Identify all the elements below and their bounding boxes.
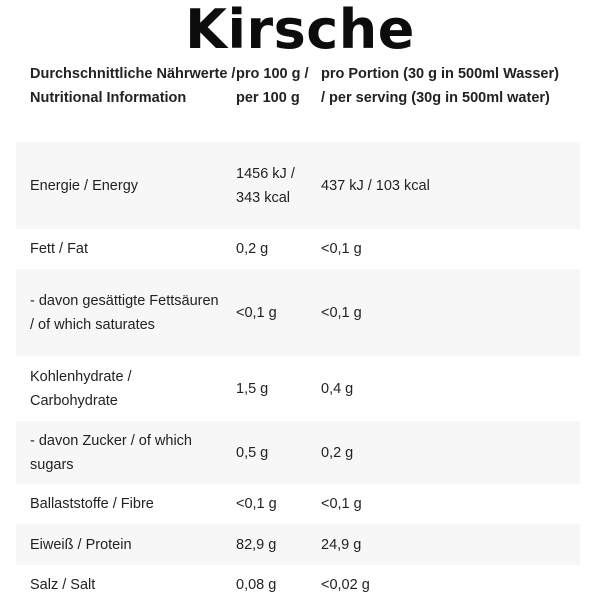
value-per-serving: <0,02 g bbox=[321, 577, 370, 593]
header-nutrients: Durchschnittliche Nährwerte / Nutritional Information bbox=[30, 66, 236, 106]
nutrient-label: - davon gesättigte Fettsäuren / of which saturates bbox=[30, 292, 219, 333]
nutrition-table bbox=[16, 60, 580, 600]
header-per-serving: pro Portion (30 g in 500ml Wasser) / per serving (30g in 500ml water) bbox=[321, 66, 559, 106]
nutrient-label: Eiweiß / Protein bbox=[30, 536, 132, 553]
value-per-serving: 0,2 g bbox=[321, 444, 354, 461]
table-header-row bbox=[16, 60, 580, 142]
table-row bbox=[16, 484, 580, 524]
table-row bbox=[16, 524, 580, 565]
nutrient-label: - davon Zucker / of which sugars bbox=[30, 432, 192, 473]
value-per-serving: <0,1 g bbox=[321, 241, 362, 257]
nutrient-label: Fett / Fat bbox=[30, 241, 89, 257]
table-row bbox=[16, 565, 580, 600]
header-per-100g: pro 100 g / per 100 g bbox=[236, 66, 309, 106]
value-per-100g: 1,5 g bbox=[236, 380, 269, 397]
table-row bbox=[16, 229, 580, 269]
value-per-serving: 24,9 g bbox=[321, 536, 362, 553]
table-row bbox=[16, 269, 580, 356]
value-per-100g: 0,5 g bbox=[236, 444, 269, 461]
page-title: Kirsche bbox=[185, 0, 415, 61]
table-row bbox=[16, 356, 580, 421]
value-per-serving: <0,1 g bbox=[321, 304, 362, 321]
nutrient-label: Energie / Energy bbox=[30, 177, 139, 194]
value-per-serving: <0,1 g bbox=[321, 496, 362, 512]
value-per-100g: 0,2 g bbox=[236, 241, 269, 257]
value-per-100g: 82,9 g bbox=[236, 536, 277, 553]
value-per-serving: 437 kJ / 103 kcal bbox=[321, 177, 430, 194]
value-per-100g: 0,08 g bbox=[236, 577, 277, 593]
value-per-100g: <0,1 g bbox=[236, 496, 277, 512]
nutrient-label: Kohlenhydrate / Carbohydrate bbox=[30, 368, 132, 409]
value-per-serving: 0,4 g bbox=[321, 380, 354, 397]
table-row bbox=[16, 142, 580, 229]
nutrient-label: Ballaststoffe / Fibre bbox=[30, 496, 154, 512]
table-row bbox=[16, 421, 580, 484]
nutrient-label: Salz / Salt bbox=[30, 577, 96, 593]
value-per-100g: <0,1 g bbox=[236, 304, 277, 321]
value-per-100g: 1456 kJ / 343 kcal bbox=[236, 165, 295, 206]
